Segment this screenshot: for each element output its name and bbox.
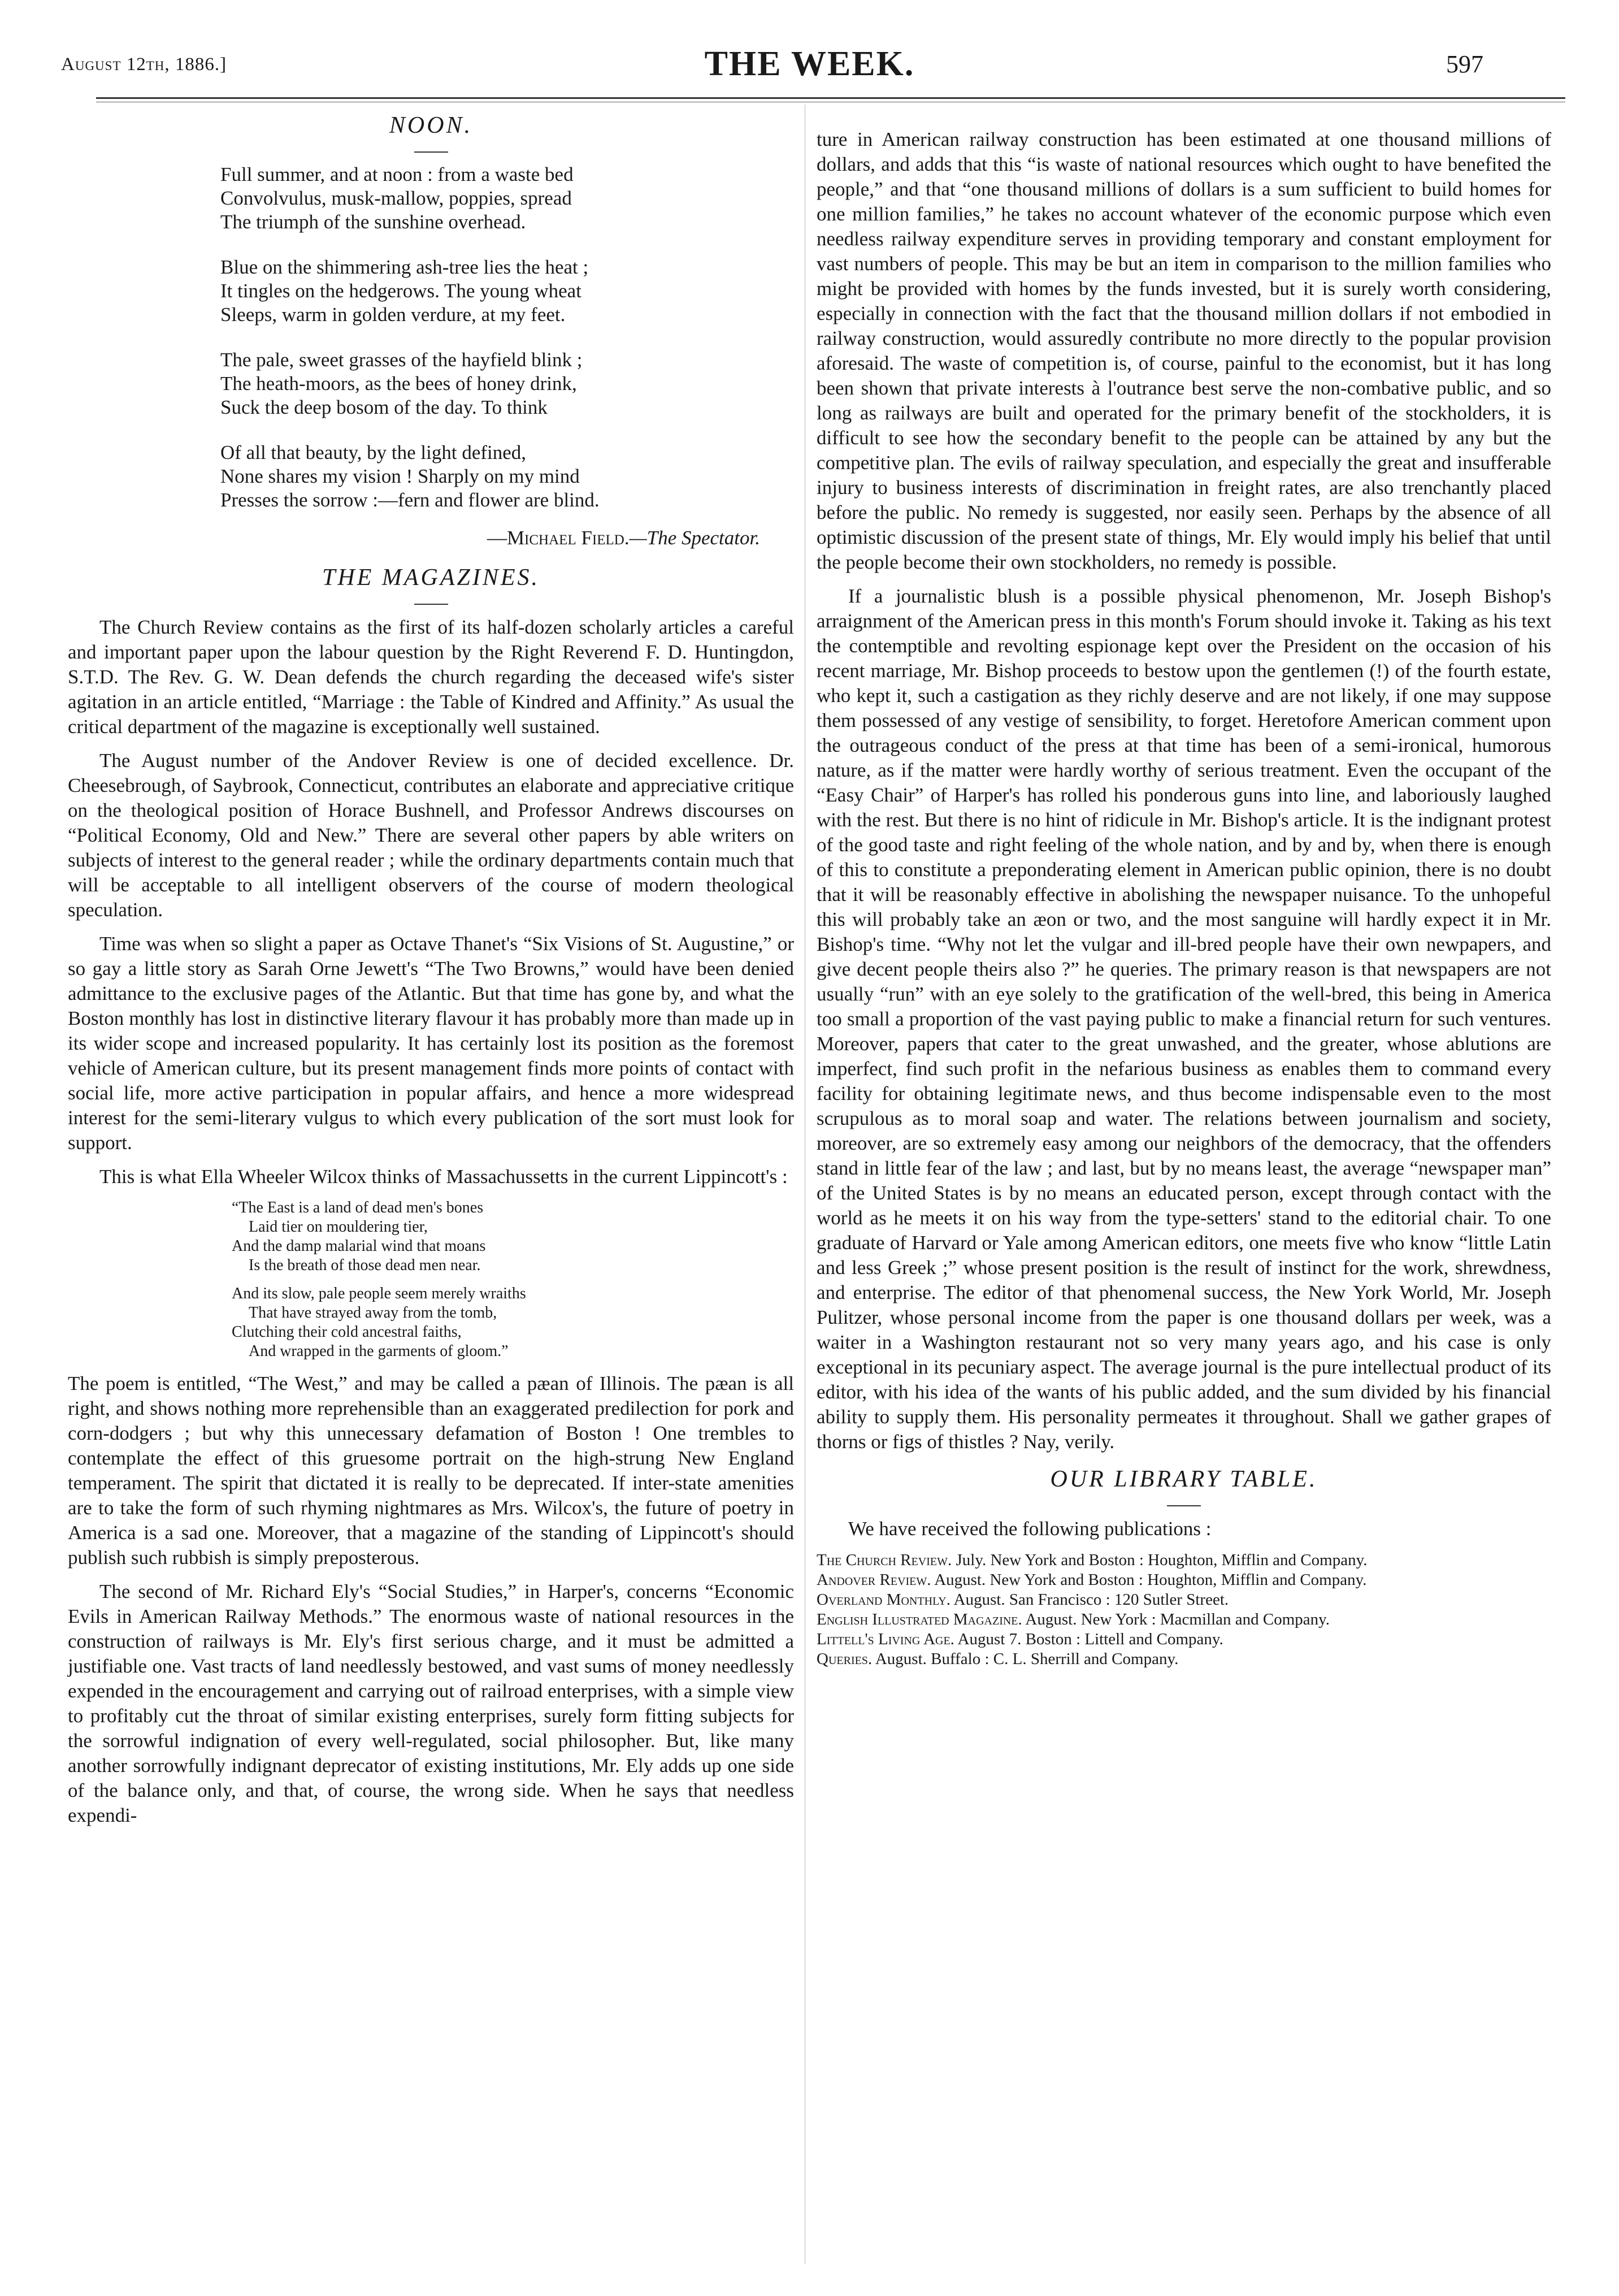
poem-stanza: [220, 255, 794, 327]
poem-line: The pale, sweet grasses of the hayfield blink ;: [220, 349, 583, 371]
poem-source: —The Spectator.: [629, 527, 760, 549]
noon-title: NOON.: [389, 112, 473, 138]
paragraph-atlantic: Time was when so slight a paper as Octave Thanet's “Six Visions of St. Augustine,” or so gay a little story as Sarah Orne Jewett's “The Two Browns,” would have been denied admittance to the exclusive pages of the Atlantic. But that time has gone by, and what the Boston monthly has lost in distinctive literary flavour it has probably more than made up in its wider scope and increased popularity. It has certainly lost its position as the foremost vehicle of American culture, but its present management finds more points of contact with social life, more active participation in popular affairs, and hence a more widespread interest for the semi-literary vulgus to which every publication of the sort must look for support.: [68, 933, 794, 1154]
quote-stanza: [232, 1284, 794, 1361]
paragraph-church-review: The Church Review contains as the first of its half-dozen scholarly articles a careful and important paper upon the labour question by the Right Reverend F. D. Huntingdon, S.T.D. The Rev. G. W. Dean defends the church regarding the deceased wife's sister agitation in an article entitled, “Marriage : the Table of Kindred and Affinity.” As usual the critical department of the magazine is exceptionally well sustained.: [68, 616, 794, 738]
quote-line: Clutching their cold ancestral faiths,: [232, 1323, 462, 1341]
paragraph-bishop-forum: If a journalistic blush is a possible physical phenomenon, Mr. Joseph Bishop's arraignment of the American press in this month's Forum should invoke it. Taking as his text the contemptible and revolting espionage kept over the President on the occasion of his recent marriage, Mr. Bishop proceeds to bestow upon the gentlemen (!) of the fourth estate, who kept it, such a castigation as they richly deserve and are not likely, if one may suppose them possessed of any vestige of sensibility, to forget. Heretofore American comment upon the outrageous conduct of the press at that time has been of a semi-ironical, humorous nature, as if the matter were hardly worthy of serious treatment. Even the occupant of the “Easy Chair” of Harper's has rolled his ponderous guns into line, and laboriously laughed with the rest. But there is no hint of ridicule in Mr. Bishop's article. It is the indignant protest of the good taste and right feeling of the whole nation, and by and by, when there is enough of this to constitute a preponderating element in American public opinion, there is no doubt that it will be reasonably effective in abolishing the newspaper nuisance. To the unhopeful this will probably take an æon or two, and the most sanguine will hardly expect it in Mr. Bishop's time. “Why not let the vulgar and ill-bred people have their own newpapers, and give decent people theirs also ?” he queries. The primary reason is that newspapers are not usually “run” with an eye solely to the gratification of the well-bred, this being in America too small a proportion of the vast paying public to make a financial return for such ventures. Moreover, papers that cater to the great unwashed, and the greater, whose ablutions are imperfect, find such profit in the nefarious business as enables them to command every facility for obtaining legitimate news, and thus become indispensable even to the most scrupulous as to moral soap and water. The relations between journalism and society, moreover, are so extremely easy among our neighbors of the democracy, that the offenders stand in little fear of the law ; and last, but by no means least, the average “newspaper man” of the United States is by no means an educated person, except through contact with the world as he meets it on his way from the type-setters' stand to the editorial chair. To one graduate of Harvard or Yale among American editors, one meets five who know “little Latin and less Greek ;” whose present position is the result of instinct for the work, shrewdness, and enterprise. The editor of that phenomenal success, the New York World, Mr. Joseph Pulitzer, whose personal income from the paper is one thousand dollars per week, was a waiter in a Washington restaurant not so very many years ago, and his case is only exceptional in its pecuniary aspect. The average journal is the pure intellectual product of its editor, with his idea of the wants of his public added, and the sum divided by his financial ability to supply them. His personality permeates it throughout. Shall we gather grapes of thorns or figs of thistles ? Nay, verily.: [817, 585, 1551, 1453]
title-rule: [414, 604, 448, 605]
header-rule: [96, 97, 1565, 99]
poem-line: Full summer, and at noon : from a waste bed: [220, 163, 574, 185]
publication-name: Overland Monthly.: [817, 1591, 950, 1609]
publication-name: English Illustrated Magazine.: [817, 1610, 1022, 1628]
publication-name: Littell's Living Age.: [817, 1630, 954, 1648]
poem-line: None shares my vision ! Sharply on my mind: [220, 465, 580, 487]
publication-details: August. New York and Boston : Houghton, Mifflin and Company.: [934, 1571, 1367, 1589]
publication-details: August. San Francisco : 120 Sutler Street.: [953, 1591, 1229, 1609]
quote-stanza: [232, 1198, 794, 1275]
poem-stanza: [220, 163, 794, 234]
magazines-title: THE MAGAZINES.: [322, 565, 540, 591]
library-title: OUR LIBRARY TABLE.: [1050, 1466, 1318, 1492]
quote-line: Is the breath of those dead men near.: [249, 1257, 481, 1274]
library-intro: We have received the following publications :: [848, 1518, 1212, 1540]
left-column: [68, 113, 794, 1837]
publication-item: [817, 1550, 1551, 1570]
quote-line: And its slow, pale people seem merely wraiths: [232, 1285, 526, 1302]
poem-line: The triumph of the sunshine overhead.: [220, 211, 526, 233]
publication-list: [817, 1550, 1551, 1669]
publication-name: Queries.: [817, 1650, 873, 1668]
poem-stanza: [220, 441, 794, 512]
quote-line: And the damp malarial wind that moans: [232, 1237, 486, 1255]
poem-line: The heath-moors, as the bees of honey drink,: [220, 372, 577, 395]
poem-stanza: [220, 348, 794, 419]
paragraph-wilcox-comment: The poem is entitled, “The West,” and may be called a pæan of Illinois. The pæan is all right, and shows nothing more reprehensible than an exaggerated predilection for pork and corn-dodgers ; but why this unnecessary defamation of Boston ! One trembles to contemplate the effect of this gruesome portrait on the high-strung New England temperament. The spirit that dictated it is really to be deprecated. If inter-state amenities are to take the form of such rhyming nightmares as Mrs. Wilcox's, the future of poetry in America is a sad one. Moreover, that a magazine of the standing of Lippincott's should publish such rubbish is simply preposterous.: [68, 1372, 794, 1569]
publication-item: [817, 1649, 1551, 1669]
publication-details: August. New York : Macmillan and Company.: [1025, 1610, 1330, 1628]
publication-item: [817, 1590, 1551, 1610]
poem-line: Suck the deep bosom of the day. To think: [220, 396, 548, 418]
publication-details: August 7. Boston : Littell and Company.: [957, 1630, 1223, 1648]
issue-date: August 12th, 1886.]: [61, 54, 227, 75]
publication-name: Andover Review.: [817, 1571, 931, 1589]
quote-line: “The East is a land of dead men's bones: [232, 1199, 484, 1216]
poem-line: Of all that beauty, by the light defined,: [220, 441, 527, 463]
publication-details: August. Buffalo : C. L. Sherrill and Company.: [875, 1650, 1179, 1668]
right-column: [817, 127, 1551, 1669]
poem-line: Blue on the shimmering ash-tree lies the heat ;: [220, 256, 589, 278]
quote-line: That have strayed away from the tomb,: [249, 1304, 497, 1322]
title-rule: [1167, 1505, 1201, 1506]
paragraph-ely-social-studies: The second of Mr. Richard Ely's “Social Studies,” in Harper's, concerns “Economic Evils in American Railway Methods.” The enormous waste of national resources in the construction of railways is Mr. Ely's first serious charge, and it must be admitted a justifiable one. Vast tracts of land needlessly bestowed, and vast sums of money needlessly expended in the encouragement and carrying out of railroad enterprises, with a simple view to profitably cut the throat of similar existing enterprises, surely form fitting subjects for the sorrowful indignation of every well-regulated, social philosopher. But, like many another sorrowfully indignant deprecator of existing institutions, Mr. Ely adds up one side of the balance only, and that, of course, the wrong side. When he says that needless expendi-: [68, 1580, 794, 1826]
poem-line: It tingles on the hedgerows. The young wheat: [220, 280, 581, 302]
publication-details: July. New York and Boston : Houghton, Mifflin and Company.: [956, 1551, 1368, 1569]
publication-item: [817, 1570, 1551, 1590]
title-rule: [414, 151, 448, 153]
poem-line: Sleeps, warm in golden verdure, at my feet.: [220, 304, 566, 326]
paragraph-ely-continued: ture in American railway construction has been estimated at one thousand millions of dollars, and adds that this “is waste of national resources which ought to have benefited the people,” and that “one thousand millions of dollars is a sum sufficient to build homes for one million families,” he takes no account whatever of the economic purpose which even needless railway expenditure serves in providing temporary and constant employment for vast numbers of people. This may be but an item in comparison to the million families who might be provided with homes by the funds invested, but it is surely worth considering, especially in connection with the fact that the thousand million dollars if not embodied in railway construction, would assuredly contribute no more directly to the popular provision aforesaid. The waste of competition is, of course, painful to the economist, but it has long been shown that private interests à l'outrance best serve the non-combative public, and so long as railways are built and operated for the primary benefit of the stockholders, it is difficult to see how the secondary benefit to the people can be attained by any but the competitive plan. The evils of railway speculation, and especially the great and insufferable injury to business interests of discrimination in freight rates, are also trenchantly placed before the public. No remedy is suggested, nor easily seen. Perhaps by the absence of all optimistic discussion of the present state of things, Mr. Ely would imply his belief that until the people become their own stockholders, no remedy is possible.: [817, 128, 1551, 573]
quote-line: Laid tier on mouldering tier,: [249, 1218, 428, 1236]
poem-attribution: [68, 526, 760, 551]
quote-line: And wrapped in the garments of gloom.”: [249, 1342, 509, 1360]
masthead-title: THE WEEK.: [704, 45, 915, 83]
page-number: 597: [1446, 50, 1483, 78]
poem-line: Convolvulus, musk-mallow, poppies, spread: [220, 187, 572, 209]
paragraph-andover-review: The August number of the Andover Review is one of decided excellence. Dr. Cheesebrough, of Saybrook, Connecticut, contributes an elaborate and appreciative critique on the theological position of Horace Bushnell, and Professor Andrews discourses on “Political Economy, Old and New.” There are several other papers by able writers on subjects of interest to the general reader ; while the ordinary departments contain much that will be acceptable to all intelligent observers of the course of modern theological speculation.: [68, 750, 794, 921]
publication-name: The Church Review.: [817, 1551, 952, 1569]
poem-line: Presses the sorrow :—fern and flower are blind.: [220, 489, 600, 511]
noon-poem: [220, 163, 794, 512]
poem-author: —Michael Field.: [487, 527, 630, 549]
wilcox-quote: [232, 1198, 794, 1361]
publication-item: [817, 1630, 1551, 1649]
paragraph-wilcox-intro: This is what Ella Wheeler Wilcox thinks of Massachussetts in the current Lippincott's :: [99, 1166, 788, 1188]
publication-item: [817, 1610, 1551, 1630]
